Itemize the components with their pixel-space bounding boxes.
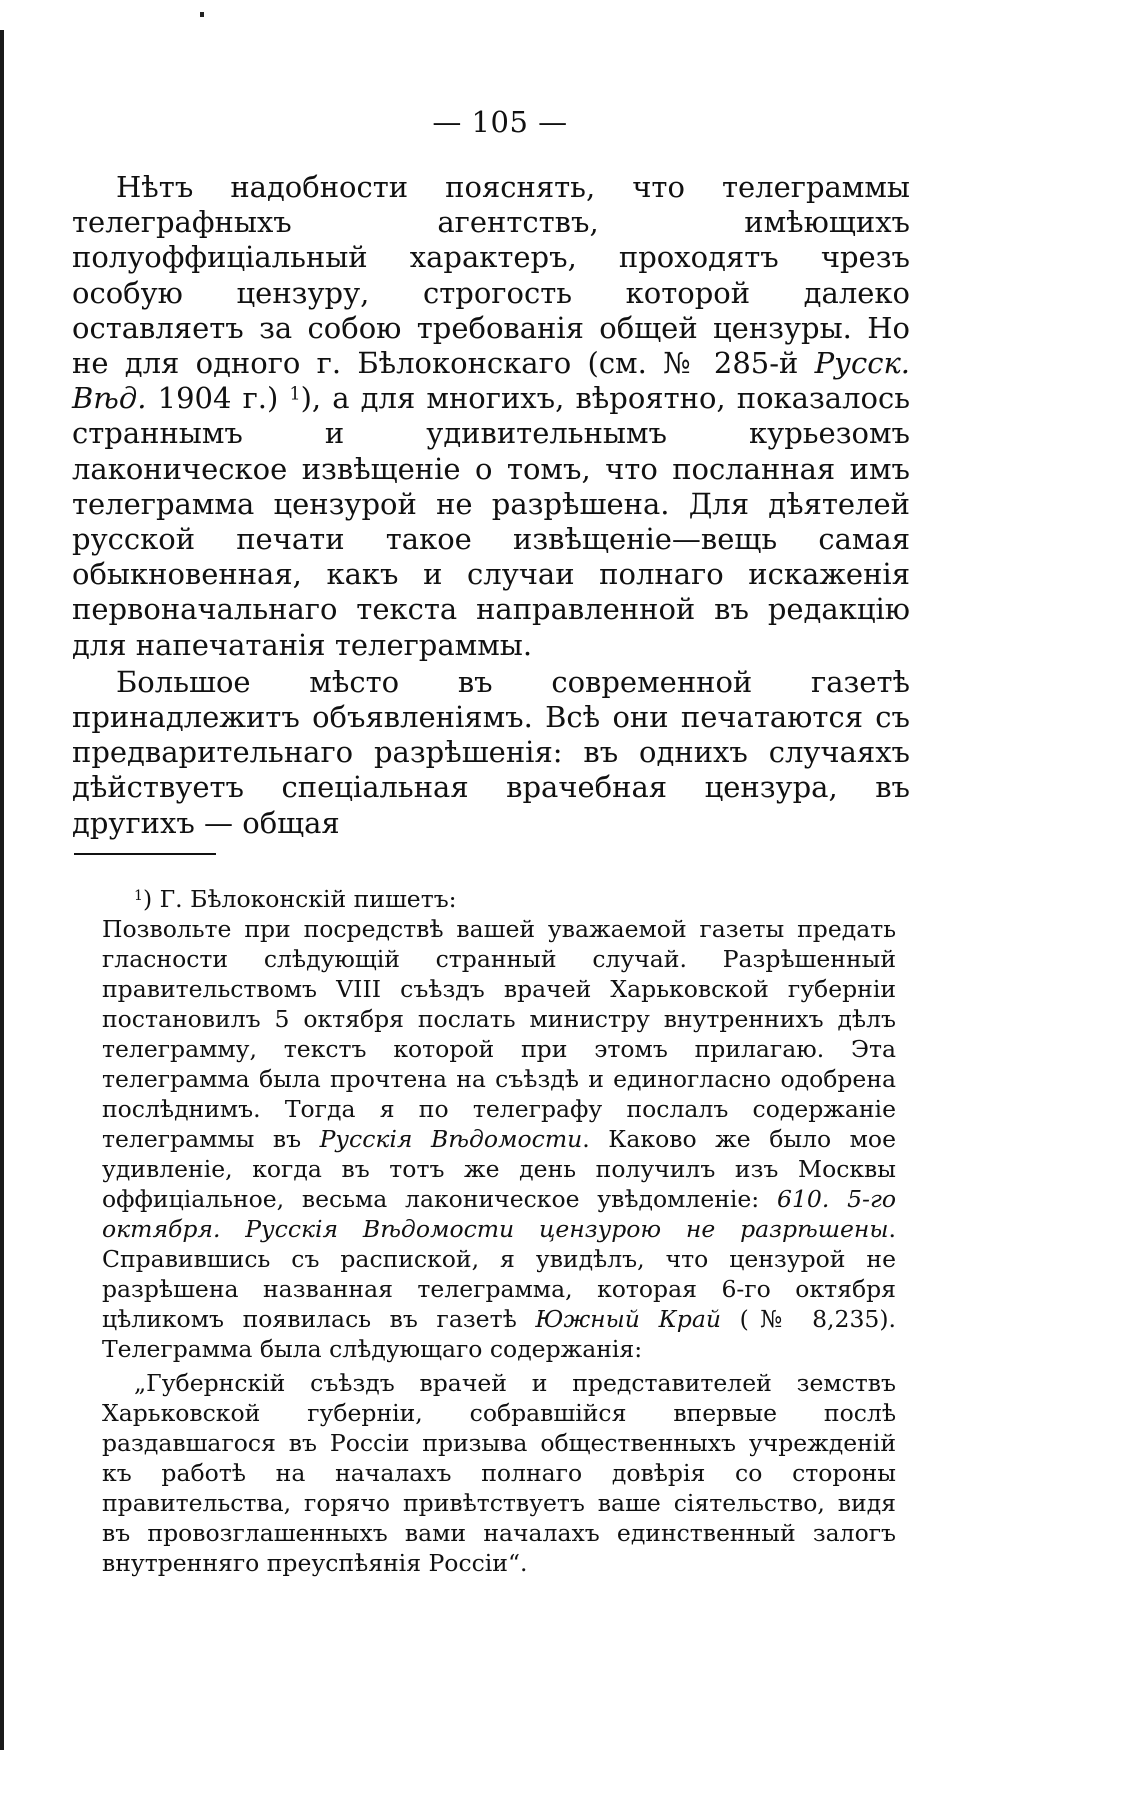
footnote-ref: 1 [289, 384, 301, 405]
paragraph-1-part-b: 1904 г.) [146, 381, 290, 416]
main-text [72, 170, 910, 841]
page-number: — 105 — [432, 105, 568, 139]
footnote-italic-yuzhny-krai: Южный Край [535, 1305, 721, 1333]
footnote-body-c: . Справившись съ распиской, я увидѣлъ, что цензурой не разрѣшена названная телеграмма, которая 6-го октября цѣликомъ появилась въ газетѣ [102, 1215, 896, 1333]
paragraph-1-part-a: Нѣтъ надобности пояснять, что телеграммы телеграфныхъ агентствъ, имѣющихъ полуоффиціальный характеръ, проходятъ чрезъ особую цензуру, строгость которой далеко оставляетъ за собою требованія общей цензуры. Но не для одного г. Бѣлоконскаго (см. № 285-й [72, 170, 910, 381]
paragraph-1 [72, 170, 910, 663]
citation-russk-ved: Русск. Вѣд. [72, 346, 910, 416]
footnote-body-b: . Каково же было мое удивленіе, когда въ тотъ же день получилъ изъ Москвы оффиціальное, весьма лаконическое увѣдомленіе: [102, 1125, 896, 1213]
footnote-body-d: (№ 8,235). Телеграмма была слѣдующаго содержанія: [102, 1305, 897, 1363]
footnote-body [102, 914, 896, 1364]
footnote-marker: 1 [134, 887, 143, 904]
footnote-head [102, 884, 896, 914]
print-speck [200, 12, 204, 17]
footnote-head-text: ) Г. Бѣлоконскій пишетъ: [142, 885, 457, 913]
footnote-telegram-quote: „Губернскій съѣздъ врачей и представителей земствъ Харьковской губерніи, собравшійся впервые послѣ раздавшагося въ Россіи призыва общественныхъ учрежденій къ работѣ на началахъ полнаго довѣрія со стороны правительства, горячо привѣтствуетъ ваше сіятельство, видя въ провозглашенныхъ вами началахъ единственный залогъ внутренняго преуспѣянія Россіи“. [102, 1369, 896, 1577]
paragraph-2: Большое мѣсто въ современной газетѣ принадлежитъ объявленіямъ. Всѣ они печатаются съ предварительнаго разрѣшенія: въ однихъ случаяхъ дѣйствуетъ спеціальная врачебная цензура, въ другихъ — общая [72, 664, 910, 840]
footnote-italic-notice: 610. 5-го октября. Русскія Вѣдомости цензурою не разрѣшены [102, 1185, 897, 1243]
footnote-italic-russkiya-vedomosti: Русскія Вѣдомости [319, 1125, 583, 1153]
footnote [102, 884, 896, 1578]
footnote-body-a: Позвольте при посредствѣ вашей уважаемой газеты предать гласности слѣдующій странный случай. Разрѣшенный правительствомъ VIII съѣздъ врачей Харьковской губерніи постановилъ 5 октября послать министру внутреннихъ дѣлъ телеграмму, текстъ которой при этомъ прилагаю. Эта телеграмма была прочтена на съѣздѣ и единогласно одобрена послѣднимъ. Тогда я по телеграфу послалъ содержаніе телеграммы въ [102, 915, 896, 1153]
paragraph-1-part-c: ), а для многихъ, вѣроятно, показалось страннымъ и удивительнымъ курьезомъ лаконическое извѣщеніе о томъ, что посланная имъ телеграмма цензурой не разрѣшена. Для дѣятелей русской печати такое извѣщеніе—вещь самая обыкновенная, какъ и случаи полнаго искаженія первоначальнаго текста направленной въ редакцію для напечатанія телеграммы. [72, 381, 910, 662]
page-spine-edge [0, 30, 4, 1750]
footnote-separator [74, 853, 216, 855]
